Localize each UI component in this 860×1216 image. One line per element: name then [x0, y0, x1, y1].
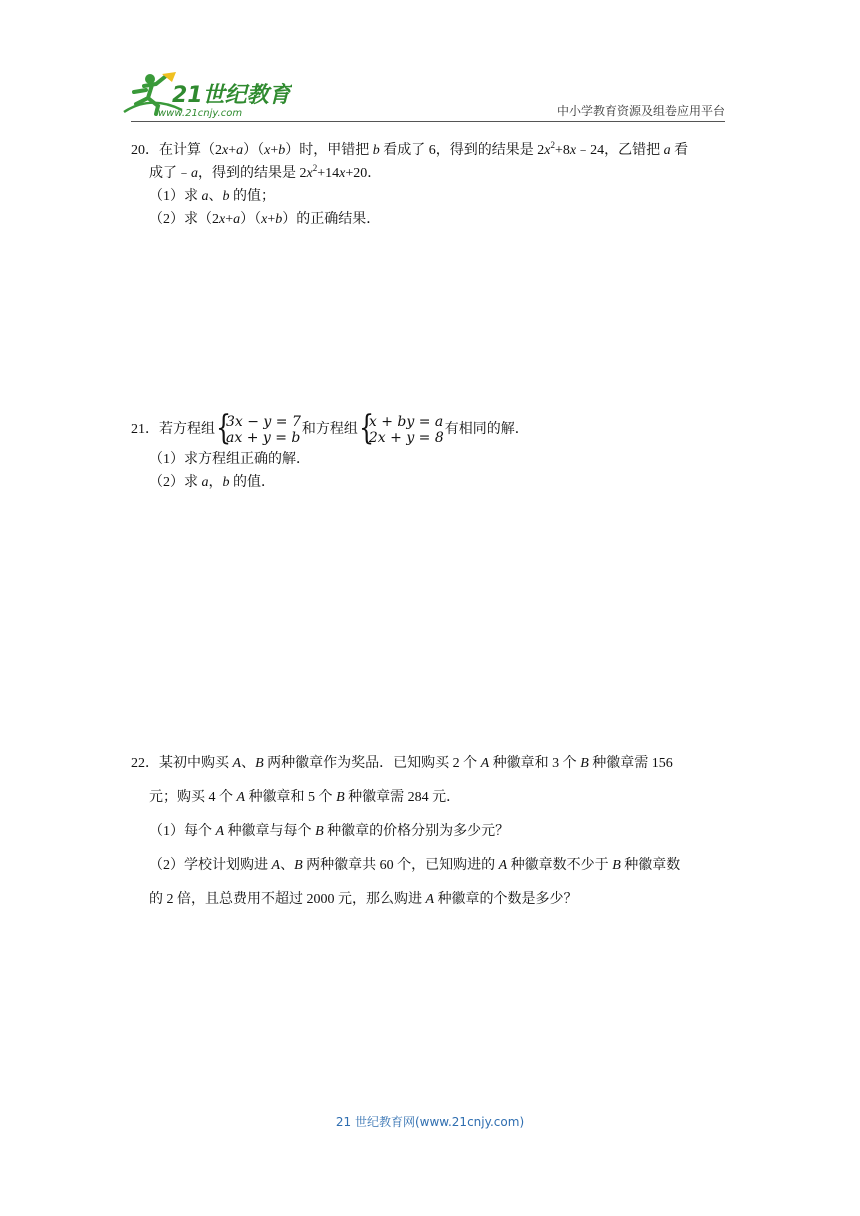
sys1-eq2: ax + y = b	[226, 429, 301, 446]
equation-system-1: { 3x − y = 7 ax + y = b	[216, 407, 301, 448]
equation-system-2: { x + by = a 2x + y = 8	[358, 407, 444, 448]
q21-stem	[131, 407, 731, 448]
logo-text: 21世纪教育	[172, 83, 291, 108]
logo-url: www.21cnjy.com	[158, 108, 243, 119]
header-divider	[131, 121, 725, 122]
q22-part1: （1）每个 A 种徽章与每个 B 种徽章的价格分别为多少元？	[149, 824, 510, 839]
sys2-eq2: 2x + y = 8	[368, 429, 444, 446]
q22-line1: 22．某初中购买 A、B 两种徽章作为奖品．已知购买 2 个 A 种徽章和 3 个 B 种徽章需 156	[131, 756, 673, 771]
q20-line1: 20．在计算（2x+a）（x+b）时，甲错把 b 看成了 6，得到的结果是 $2x^2+8x﹣24$，乙错把 a 看	[131, 140, 689, 158]
q21-prefix: 21．若方程组	[131, 422, 215, 437]
q22-line2: 元；购买 4 个 A 种徽章和 5 个 B 种徽章需 284 元．	[149, 790, 461, 805]
q22-part2b: 的 2 倍，且总费用不超过 2000 元，那么购进 A 种徽章的个数是多少？	[149, 892, 578, 907]
q22-part2a: （2）学校计划购进 A、B 两种徽章共 60 个，已知购进的 A 种徽章数不少于 B 种徽章数	[149, 858, 681, 873]
question-21	[131, 407, 731, 494]
question-20	[131, 139, 731, 231]
sys1-eq1: 3x − y = 7	[226, 413, 301, 430]
q21-suffix: 有相同的解．	[444, 422, 529, 437]
logo-runner-icon	[122, 70, 292, 120]
q20-part2: （2）求（2x+a）（x+b）的正确结果．	[149, 212, 381, 227]
logo	[122, 70, 292, 120]
sys2-eq1: x + by = a	[368, 413, 444, 430]
q20-line2: 成了﹣a，得到的结果是 $2x^2+14x+20$．	[149, 163, 382, 181]
q21-part2: （2）求 a，b 的值．	[149, 475, 275, 490]
q20-part1: （1）求 a、b 的值；	[149, 189, 275, 204]
q21-middle: 和方程组	[301, 422, 358, 437]
q21-part1: （1）求方程组正确的解．	[149, 452, 310, 467]
platform-label: 中小学教育资源及组卷应用平台	[556, 104, 725, 118]
footer-link[interactable]: 21 世纪教育网(www.21cnjy.com)	[335, 1115, 525, 1129]
question-22	[131, 747, 731, 917]
